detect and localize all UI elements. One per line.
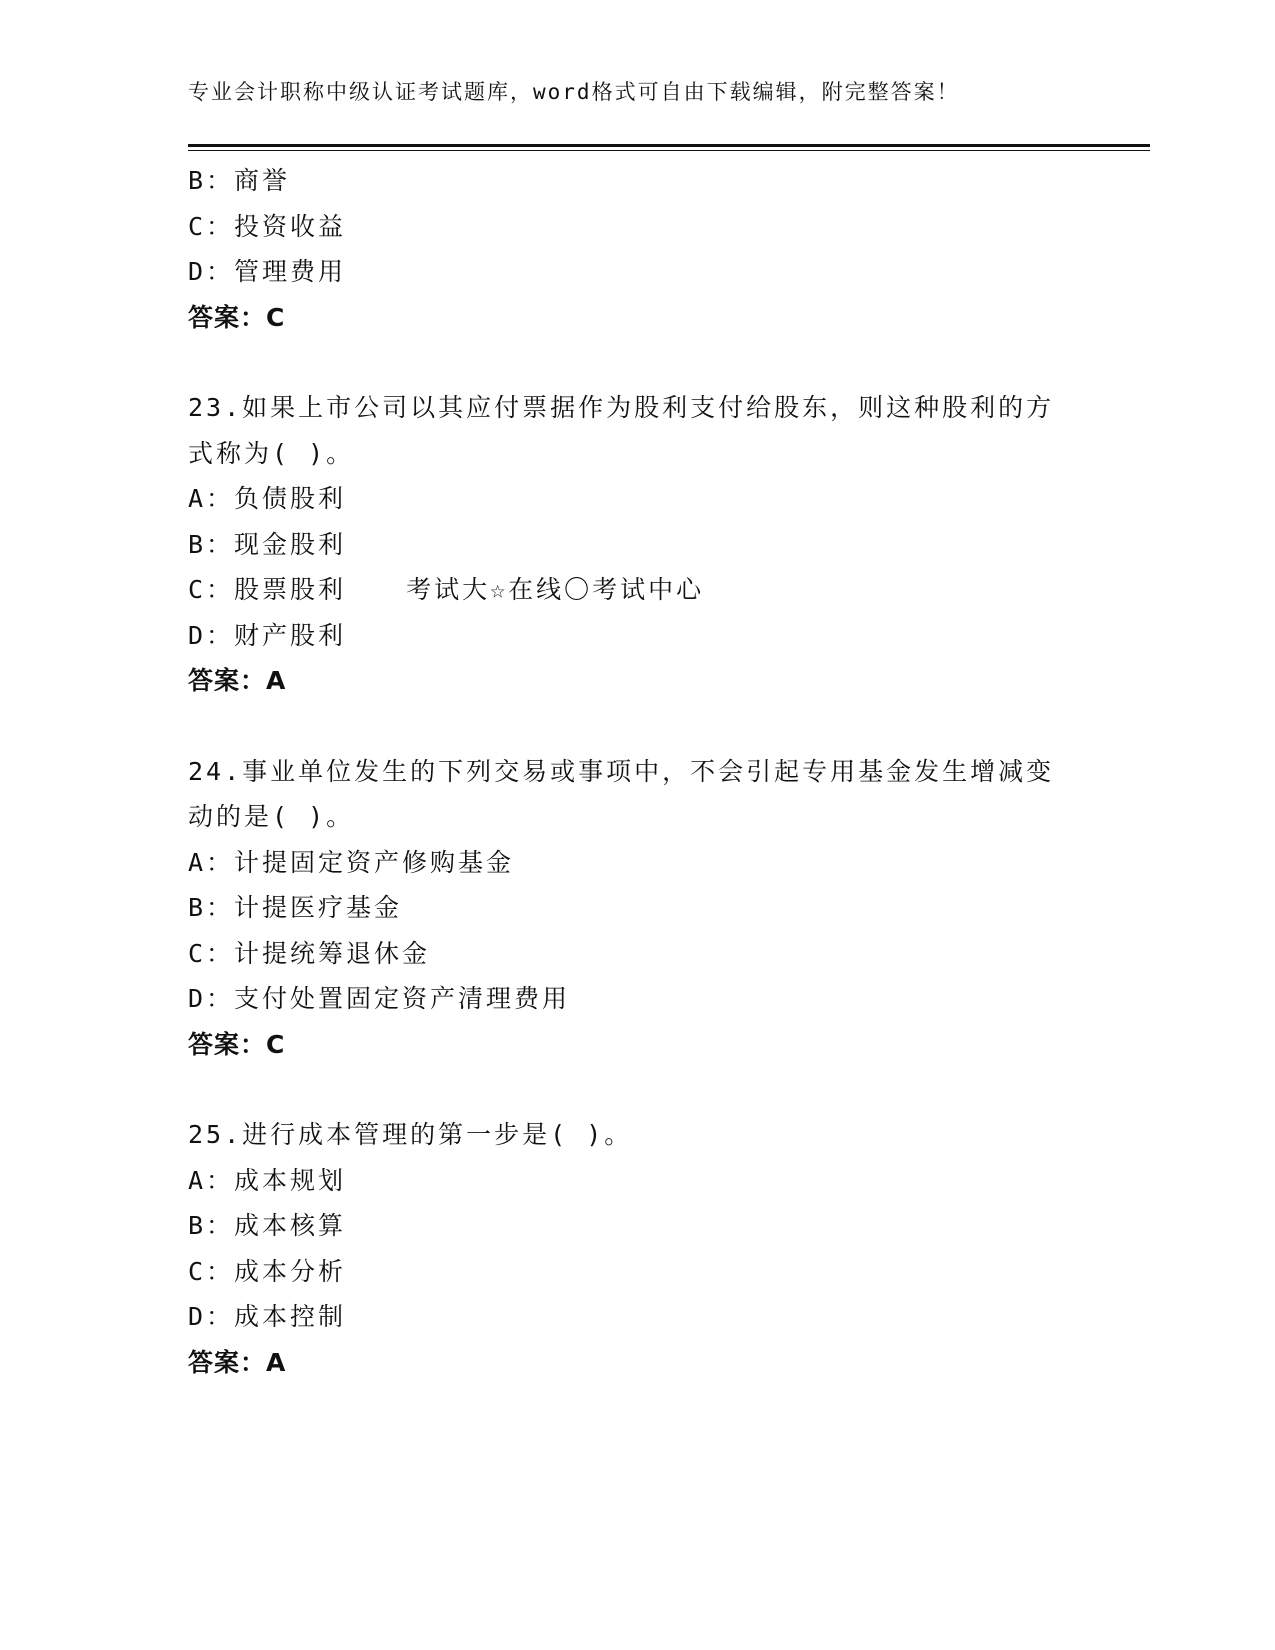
question-stem-line: 24.事业单位发生的下列交易或事项中，不会引起专用基金发生增减变	[188, 756, 1055, 786]
option-c: C：股票股利	[188, 575, 347, 604]
header-rule-thick	[188, 144, 1150, 147]
question-stem-line: 25.进行成本管理的第一步是( )。	[188, 1120, 633, 1149]
option-a: A：成本规划	[188, 1165, 347, 1195]
option-d: D：成本控制	[188, 1302, 347, 1331]
option-b: B：成本核算	[188, 1211, 347, 1240]
option-b: B：计提医疗基金	[188, 893, 403, 922]
option-c: C：计提统筹退休金	[188, 938, 431, 968]
option-b: B：商誉	[188, 166, 291, 195]
question-24	[188, 749, 1088, 1068]
header-rule-thin	[188, 150, 1150, 151]
answer-line: 答案：C	[188, 1029, 286, 1059]
option-c: C：投资收益	[188, 211, 347, 241]
answer-line: 答案：C	[188, 302, 286, 332]
option-c: C：成本分析	[188, 1256, 347, 1286]
answer-line: 答案：A	[188, 666, 287, 695]
answer-line: 答案：A	[188, 1347, 287, 1377]
option-d: D：管理费用	[188, 257, 347, 286]
option-d: D：财产股利	[188, 620, 347, 650]
question-25	[188, 1112, 1088, 1385]
question-stem-line: 23.如果上市公司以其应付票据作为股利支付给股东，则这种股利的方	[188, 393, 1055, 422]
option-c-row	[188, 567, 1088, 613]
document-body	[188, 158, 1088, 1385]
prev-question-block	[188, 158, 1088, 340]
watermark-text: 考试大☆在线〇考试中心	[406, 575, 705, 604]
option-a: A：计提固定资产修购基金	[188, 847, 515, 877]
question-stem-line: 动的是( )。	[188, 802, 355, 831]
page-header: 专业会计职称中级认证考试题库，word格式可自由下载编辑，附完整答案！	[188, 80, 960, 104]
question-23	[188, 385, 1088, 704]
option-d: D：支付处置固定资产清理费用	[188, 984, 571, 1013]
option-b: B：现金股利	[188, 529, 347, 559]
question-stem-line: 式称为( )。	[188, 438, 355, 468]
option-a: A：负债股利	[188, 484, 347, 513]
